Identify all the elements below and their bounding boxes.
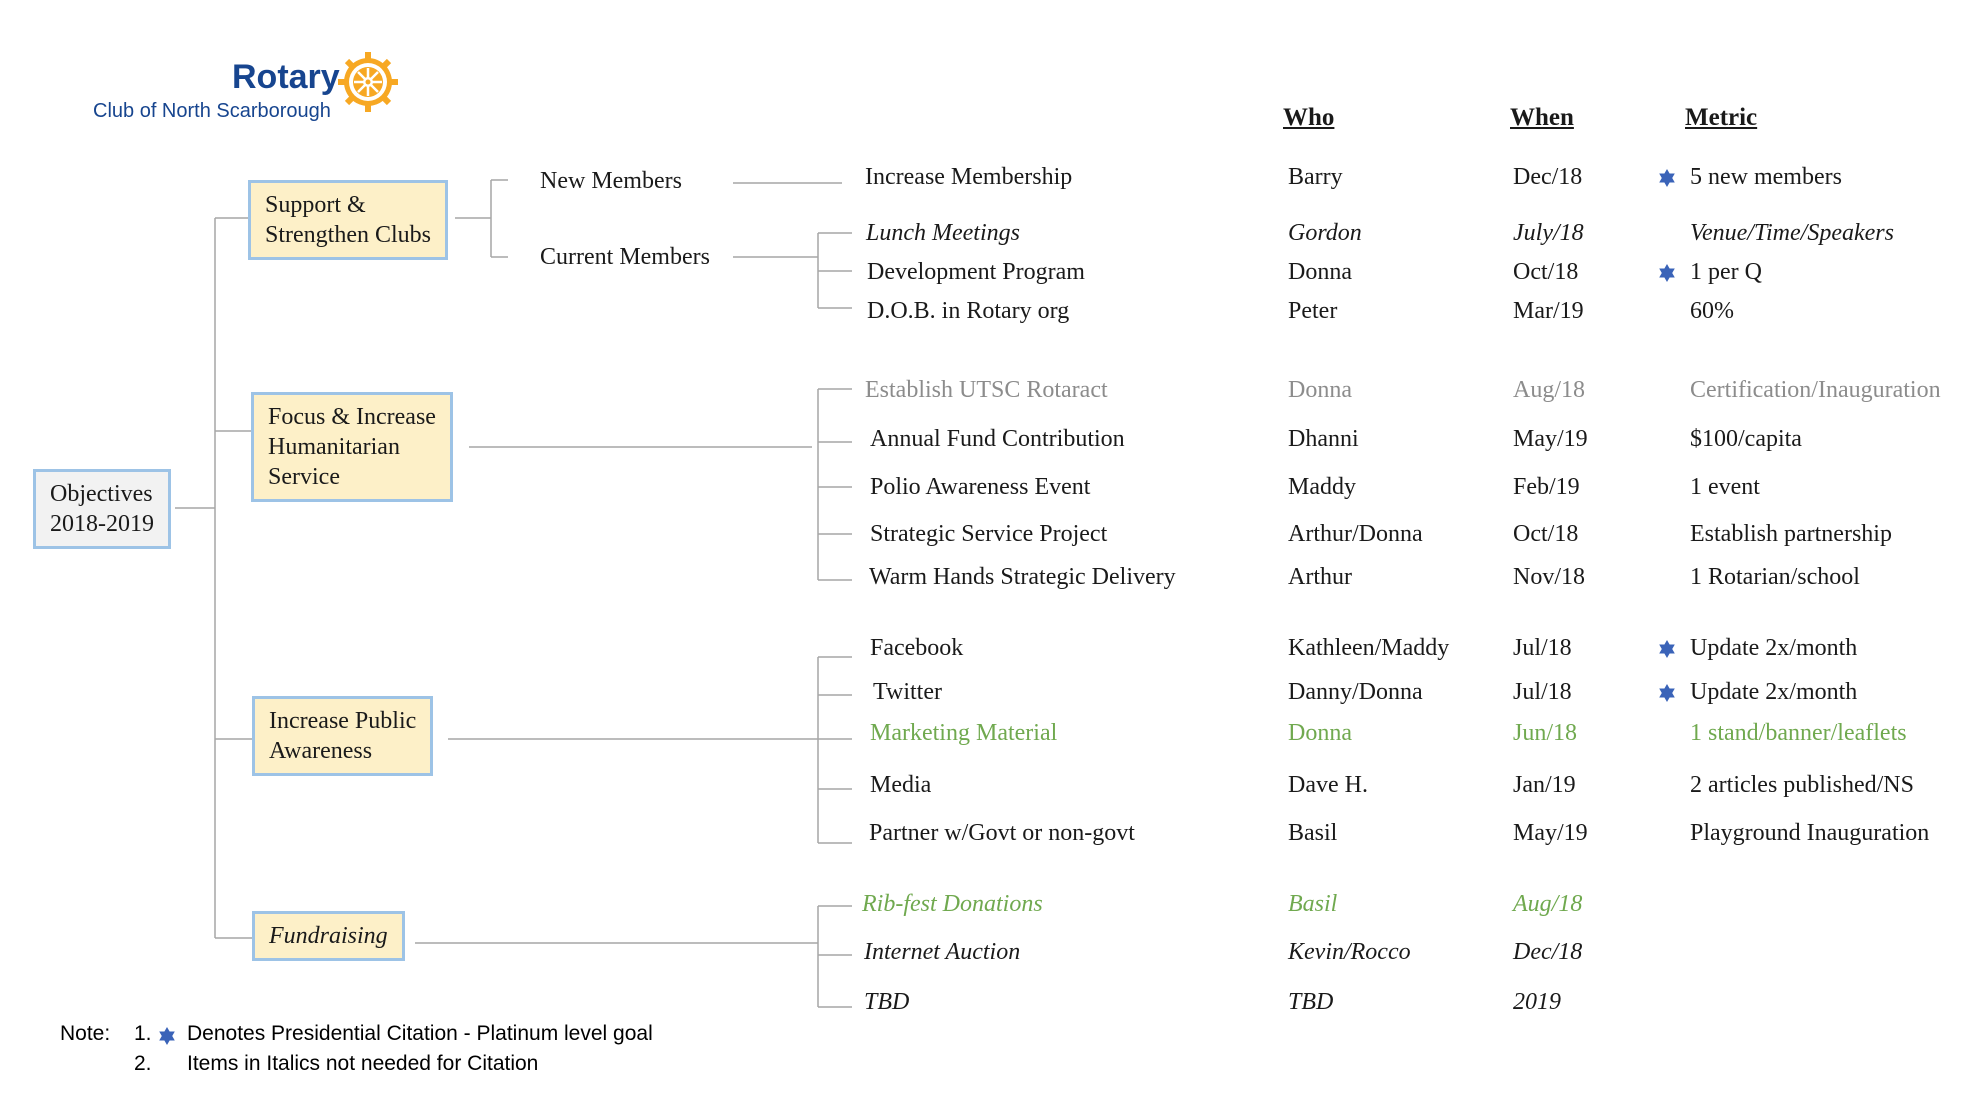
objective-focus-box: [251, 392, 453, 502]
citation-star-icon: [157, 1026, 177, 1046]
row-when: Aug/18: [1513, 377, 1585, 403]
objective-awareness-line1: Increase Public: [269, 708, 417, 734]
row-metric: 60%: [1690, 298, 1734, 324]
when-header: When: [1510, 104, 1574, 131]
row-who: Barry: [1288, 164, 1343, 190]
row-who: Dave H.: [1288, 772, 1368, 798]
row-when: 2019: [1513, 989, 1561, 1015]
root-label-line2: 2018-2019: [50, 511, 154, 537]
row-metric: 5 new members: [1690, 164, 1842, 190]
row-metric: $100/capita: [1690, 426, 1802, 452]
note-number-2: 2.: [134, 1052, 152, 1075]
objective-fundraising-box: [252, 911, 405, 961]
row-when: Oct/18: [1513, 521, 1579, 547]
row-who: Gordon: [1288, 220, 1362, 246]
row-metric: 1 event: [1690, 474, 1760, 500]
row-who: Donna: [1288, 720, 1352, 746]
row-who: Dhanni: [1288, 426, 1359, 452]
row-when: Aug/18: [1513, 891, 1583, 917]
row-metric: Update 2x/month: [1690, 679, 1858, 705]
row-who: Kevin/Rocco: [1288, 939, 1411, 965]
citation-star-icon: [1657, 683, 1677, 703]
row-task: Polio Awareness Event: [870, 474, 1091, 500]
row-when: Jul/18: [1513, 679, 1572, 705]
row-metric: 1 stand/banner/leaflets: [1690, 720, 1907, 746]
row-who: Arthur: [1288, 564, 1352, 590]
sub-new-members: New Members: [540, 168, 682, 194]
row-when: Jul/18: [1513, 635, 1572, 661]
logo-club-name: Club of North Scarborough: [93, 100, 331, 122]
sub-current-members: Current Members: [540, 244, 710, 270]
row-who: Kathleen/Maddy: [1288, 635, 1450, 661]
row-task: Internet Auction: [864, 939, 1021, 965]
row-when: May/19: [1513, 820, 1588, 846]
note-number-1: 1.: [134, 1022, 152, 1045]
row-task: Twitter: [873, 679, 942, 705]
row-who: Donna: [1288, 259, 1352, 285]
row-metric: Certification/Inauguration: [1690, 377, 1941, 403]
row-task: Development Program: [867, 259, 1085, 285]
objective-support-line2: Strengthen Clubs: [265, 222, 431, 248]
row-who: Arthur/Donna: [1288, 521, 1423, 547]
citation-star-icon: [1657, 639, 1677, 659]
objective-fundraising-line1: Fundraising: [269, 923, 388, 949]
row-task: D.O.B. in Rotary org: [867, 298, 1070, 324]
row-who: Maddy: [1288, 474, 1356, 500]
row-when: Oct/18: [1513, 259, 1579, 285]
rotary-wheel-icon: [336, 50, 400, 114]
row-who: Peter: [1288, 298, 1338, 324]
row-when: Dec/18: [1513, 939, 1583, 965]
row-when: Dec/18: [1513, 164, 1583, 190]
row-task: Establish UTSC Rotaract: [865, 377, 1108, 403]
row-when: Feb/19: [1513, 474, 1580, 500]
objective-awareness-box: [252, 696, 433, 776]
note-label: Note:: [60, 1022, 111, 1045]
who-header: Who: [1283, 104, 1335, 131]
row-metric: Update 2x/month: [1690, 635, 1858, 661]
objective-awareness-line2: Awareness: [269, 738, 373, 764]
row-who: Danny/Donna: [1288, 679, 1423, 705]
row-metric: 1 per Q: [1690, 259, 1762, 285]
row-task: Marketing Material: [870, 720, 1058, 746]
row-task: Warm Hands Strategic Delivery: [869, 564, 1176, 590]
citation-star-icon: [1657, 263, 1677, 283]
row-when: Jun/18: [1513, 720, 1578, 746]
note-text-1: Denotes Presidential Citation - Platinum level goal: [187, 1022, 653, 1045]
row-task: Increase Membership: [865, 164, 1073, 190]
row-task: Partner w/Govt or non-govt: [869, 820, 1135, 846]
row-metric: Venue/Time/Speakers: [1690, 220, 1894, 246]
row-who: TBD: [1288, 989, 1334, 1015]
row-task: Lunch Meetings: [866, 220, 1020, 246]
row-metric: 2 articles published/NS: [1690, 772, 1914, 798]
row-task: Strategic Service Project: [870, 521, 1108, 547]
root-label-line1: Objectives: [50, 481, 153, 507]
row-task: Media: [870, 772, 932, 798]
metric-header: Metric: [1685, 104, 1758, 131]
objective-support-line1: Support &: [265, 192, 366, 218]
row-metric: 1 Rotarian/school: [1690, 564, 1860, 590]
citation-star-icon: [1657, 168, 1677, 188]
row-when: Jan/19: [1513, 772, 1576, 798]
row-task: Annual Fund Contribution: [870, 426, 1125, 452]
row-who: Basil: [1288, 820, 1338, 846]
objective-focus-line2: Humanitarian: [268, 434, 400, 460]
row-who: Basil: [1288, 891, 1338, 917]
objective-focus-line3: Service: [268, 464, 340, 490]
row-metric: Playground Inauguration: [1690, 820, 1930, 846]
root-objectives-box: [33, 469, 171, 549]
row-task: Rib-fest Donations: [862, 891, 1043, 917]
objective-support-box: [248, 180, 448, 260]
objective-focus-line1: Focus & Increase: [268, 404, 436, 430]
row-who: Donna: [1288, 377, 1352, 403]
row-when: May/19: [1513, 426, 1588, 452]
row-metric: Establish partnership: [1690, 521, 1892, 547]
row-task: TBD: [864, 989, 910, 1015]
row-when: Nov/18: [1513, 564, 1585, 590]
logo-wordmark: Rotary: [232, 58, 340, 96]
note-text-2: Items in Italics not needed for Citation: [187, 1052, 539, 1075]
row-when: Mar/19: [1513, 298, 1584, 324]
row-task: Facebook: [870, 635, 964, 661]
row-when: July/18: [1513, 220, 1584, 246]
